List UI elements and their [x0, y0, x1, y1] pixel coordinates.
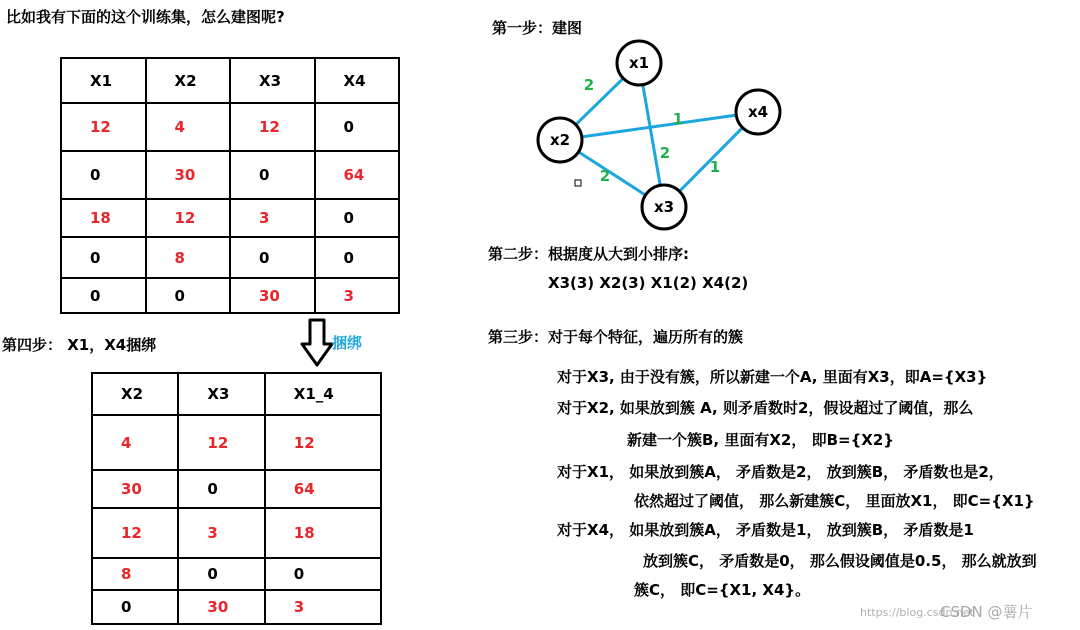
training-set-cell: 0 — [230, 237, 315, 278]
training-set-cell: 8 — [146, 237, 231, 278]
bundled-cell: 3 — [265, 590, 381, 624]
bundled-cell: 3 — [178, 508, 264, 558]
training-set-cell: 3 — [315, 278, 400, 313]
node-label: x4 — [747, 103, 769, 121]
bundled-header-cell: X3 — [178, 373, 264, 415]
step3-title: 第三步：对于每个特征，遍历所有的簇 — [488, 328, 744, 346]
edge-weight-label: 1 — [709, 158, 721, 176]
node-label: x3 — [653, 198, 675, 216]
bundled-header-cell: X2 — [92, 373, 178, 415]
bundled-cell: 12 — [265, 415, 381, 470]
step3-line-8: 簇C， 即C={X1, X4}。 — [634, 581, 811, 599]
training-set-cell: 30 — [230, 278, 315, 313]
step2-title: 第二步：根据度从大到小排序: — [488, 245, 689, 263]
bundled-cell: 0 — [178, 558, 264, 590]
node-label: x2 — [549, 131, 571, 149]
training-set-cell: 3 — [230, 199, 315, 237]
training-set-cell: 12 — [61, 103, 146, 151]
bundled-cell: 30 — [178, 590, 264, 624]
edge-weight-label: 1 — [672, 110, 684, 128]
training-set-cell: 0 — [61, 237, 146, 278]
node-label: x1 — [628, 54, 650, 72]
bundled-cell: 4 — [92, 415, 178, 470]
bundled-cell: 8 — [92, 558, 178, 590]
training-set-header-cell: X2 — [146, 58, 231, 103]
step3-line-2: 对于X2, 如果放到簇 A, 则矛盾数时2，假设超过了阈值，那么 — [557, 399, 974, 417]
step3-line-4: 对于X1， 如果放到簇A， 矛盾数是2， 放到簇B， 矛盾数也是2， — [557, 463, 1004, 481]
bundled-cell: 0 — [265, 558, 381, 590]
training-set-cell: 18 — [61, 199, 146, 237]
edge-weight-label: 2 — [583, 76, 595, 94]
edge-x2-x3 — [578, 152, 645, 195]
training-set-cell: 0 — [315, 237, 400, 278]
training-set-cell: 0 — [61, 151, 146, 199]
bundled-cell: 64 — [265, 470, 381, 508]
step4-title: 第四步： X1，X4捆绑 — [2, 336, 157, 354]
edge-weight-label: 2 — [599, 167, 611, 185]
degree-order: X3(3) X2(3) X1(2) X4(2) — [548, 274, 749, 292]
training-set-cell: 0 — [146, 278, 231, 313]
bundled-cell: 30 — [92, 470, 178, 508]
stray-square-mark — [575, 180, 581, 186]
bundled-cell: 18 — [265, 508, 381, 558]
bundled-cell: 0 — [92, 590, 178, 624]
training-set-cell: 12 — [230, 103, 315, 151]
edge-weight-label: 2 — [659, 144, 671, 162]
edge-x2-x4 — [582, 115, 736, 137]
edge-x3-x1 — [643, 85, 660, 186]
bundle-label: 捆绑 — [332, 334, 363, 352]
training-set-header-cell: X1 — [61, 58, 146, 103]
step3-line-5: 依然超过了阈值， 那么新建簇C， 里面放X1， 即C={X1} — [634, 492, 1035, 510]
bundled-cell: 12 — [92, 508, 178, 558]
training-set-header-cell: X4 — [315, 58, 400, 103]
training-set-cell: 30 — [146, 151, 231, 199]
step3-line-7: 放到簇C， 矛盾数是0， 那么假设阈值是0.5， 那么就放到 — [643, 552, 1037, 570]
step3-line-3: 新建一个簇B, 里面有X2， 即B={X2} — [627, 431, 894, 449]
intro-title: 比如我有下面的这个训练集，怎么建图呢? — [6, 8, 285, 26]
training-set-cell: 12 — [146, 199, 231, 237]
watermark-url: https://blog.csdn.net — [860, 606, 974, 619]
training-set-header-cell: X3 — [230, 58, 315, 103]
bundled-header-cell: X1_4 — [265, 373, 381, 415]
step1-title: 第一步：建图 — [492, 19, 583, 37]
training-set-cell: 0 — [230, 151, 315, 199]
bundled-cell: 12 — [178, 415, 264, 470]
training-set-cell: 4 — [146, 103, 231, 151]
bundled-cell: 0 — [178, 470, 264, 508]
training-set-cell: 64 — [315, 151, 400, 199]
csdn-label: CSDN @薯片 — [940, 603, 1033, 621]
training-set-cell: 0 — [315, 199, 400, 237]
training-set-cell: 0 — [61, 278, 146, 313]
step3-line-1: 对于X3, 由于没有簇，所以新建一个A, 里面有X3，即A={X3} — [557, 368, 988, 386]
training-set-cell: 0 — [315, 103, 400, 151]
step3-line-6: 对于X4， 如果放到簇A， 矛盾数是1， 放到簇B， 矛盾数是1 — [557, 521, 974, 539]
